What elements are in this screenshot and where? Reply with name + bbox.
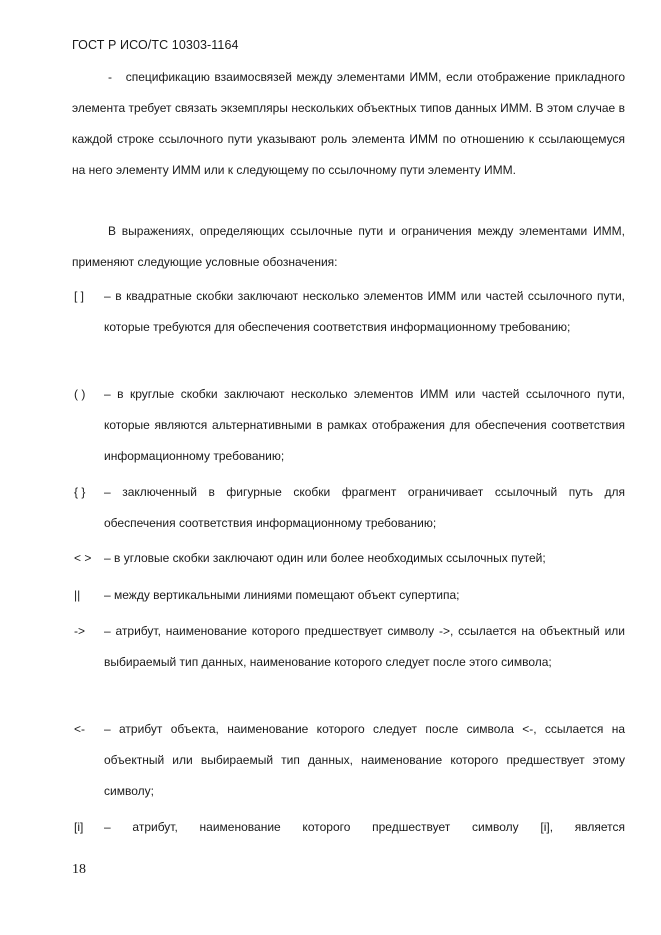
notation-item-backward-arrow [72, 714, 625, 807]
notation-text: – в круглые скобки заключают несколько элементов ИММ или частей ссылочного пути, которые являются альтернативными в рамках отображения для обеспечения соответствия информационному требованию; [104, 387, 625, 463]
notation-symbol: [ ] [74, 289, 85, 303]
intro-text: спецификацию взаимосвязей между элементами ИММ, если отображение прикладного элемента требует связать экземпляры нескольких объектных типов данных ИММ. В этом случае в каждой строке ссылочного пути указывают роль элемента ИММ по отношению к ссылающемуся на него элементу ИММ или к следующему по ссылочному пути элементу ИММ. [72, 70, 625, 177]
notation-symbol: < > [74, 551, 92, 565]
notation-text: – между вертикальными линиями помещают объект супертипа; [104, 588, 460, 602]
notation-text: – атрибут объекта, наименование которого следует после символа <-, ссылается на объектный или выбираемый тип данных, наименование которого предшествует этому символу; [104, 722, 625, 798]
intro-paragraph [72, 62, 625, 186]
notation-item-angle-brackets [72, 543, 625, 574]
notation-symbol: || [74, 588, 81, 602]
notation-symbol: { } [74, 485, 86, 499]
notation-intro-text: В выражениях, определяющих ссылочные пути и ограничения между элементами ИММ, применяют следующие условные обозначения: [72, 224, 625, 269]
notation-symbol: [i] [74, 820, 84, 834]
notation-item-curly-brackets [72, 477, 625, 539]
page-number: 18 [72, 862, 86, 877]
intro-bullet: - [108, 70, 112, 84]
document-header: ГОСТ Р ИСО/ТС 10303-1164 [72, 38, 239, 52]
notation-text: – атрибут, наименование которого предшествует символу ->, ссылается на объектный или выбираемый тип данных, наименование которого следует после этого символа; [104, 624, 625, 669]
notation-text: – в угловые скобки заключают один или более необходимых ссылочных путей; [104, 551, 546, 565]
notation-intro-paragraph [72, 216, 625, 278]
notation-symbol: ( ) [74, 387, 86, 401]
notation-text: – в квадратные скобки заключают несколько элементов ИММ или частей ссылочного пути, которые требуются для обеспечения соответствия информационному требованию; [104, 289, 625, 334]
notation-symbol: <- [74, 722, 86, 736]
notation-text: – атрибут, наименование которого предшествует символу [i], является [104, 820, 625, 834]
notation-item-round-brackets [72, 379, 625, 472]
notation-item-square-brackets [72, 281, 625, 343]
notation-text: – заключенный в фигурные скобки фрагмент ограничивает ссылочный путь для обеспечения соответствия информационному требованию; [104, 485, 625, 530]
notation-item-vertical-lines [72, 580, 625, 611]
notation-item-forward-arrow [72, 616, 625, 678]
notation-item-index [72, 812, 625, 843]
notation-symbol: -> [74, 624, 86, 638]
